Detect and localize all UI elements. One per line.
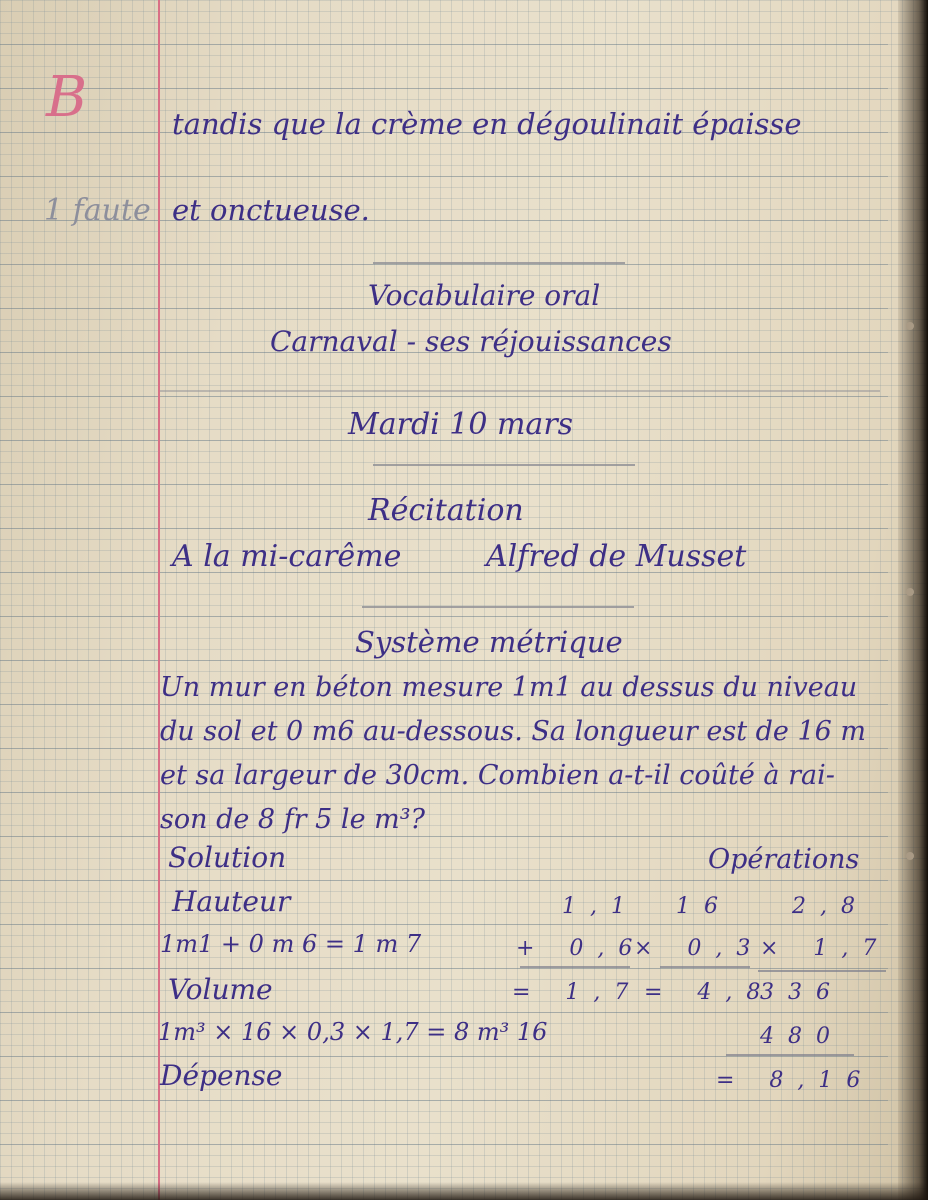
binding-stitch: [906, 322, 914, 330]
op3-partial-1: 336: [760, 980, 844, 1005]
depense-label: Dépense: [160, 1059, 283, 1092]
op3-operand: × 1,7: [760, 936, 891, 961]
section-separator: [362, 606, 634, 608]
op1-result: = 1,7: [512, 980, 643, 1005]
op1-rule: [520, 966, 630, 968]
recitation-title: Récitation: [368, 493, 524, 528]
solution-title: Solution: [168, 841, 287, 874]
problem-line-3: et sa largeur de 30cm. Combien a-t-il coûté à rai-: [160, 760, 835, 791]
poem-title: A la mi-carême: [172, 539, 402, 574]
dictation-line-1: tandis que la crème en dégoulinait épaisse: [172, 107, 802, 141]
volume-calculation: 1m³ × 16 × 0,3 × 1,7 = 8 m³ 16: [158, 1018, 548, 1046]
op2-operand: × 0,3: [634, 936, 765, 961]
problem-line-4: son de 8 fr 5 le m³?: [160, 804, 426, 835]
hauteur-calculation: 1m1 + 0 m 6 = 1 m 7: [160, 930, 422, 958]
volume-label: Volume: [168, 973, 273, 1006]
op2-top: 16: [676, 894, 732, 919]
problem-line-1: Un mur en béton mesure 1m1 au dessus du niveau: [160, 672, 858, 703]
section-separator: [373, 464, 635, 466]
operations-title: Opérations: [708, 844, 860, 875]
hauteur-label: Hauteur: [172, 885, 291, 918]
vocabulary-subject: Carnaval - ses réjouissances: [270, 325, 672, 358]
page-binding-shadow: [898, 0, 928, 1200]
section-separator: [373, 262, 625, 264]
problem-line-2: du sol et 0 m6 au-dessous. Sa longueur est de 16 m: [160, 716, 867, 747]
op2-result: = 4,8: [644, 980, 775, 1005]
grade-mark: B: [46, 65, 88, 130]
section-separator: [160, 390, 880, 392]
page-bottom-shadow: [0, 1182, 928, 1200]
op1-operand: + 0,6: [516, 936, 647, 961]
fault-note: 1 faute: [44, 193, 151, 228]
op3-partial-2: 480: [760, 1024, 844, 1049]
op3-rule: [758, 970, 886, 972]
op1-top: 1,1: [562, 894, 639, 919]
binding-stitch: [906, 852, 914, 860]
dictation-line-2: et onctueuse.: [172, 193, 370, 227]
op3-sum-rule: [726, 1054, 854, 1056]
op2-rule: [660, 966, 750, 968]
problem-title: Système métrique: [355, 625, 623, 659]
binding-stitch: [906, 588, 914, 596]
op3-result: = 8,16: [716, 1068, 875, 1093]
vocabulary-title: Vocabulaire oral: [368, 279, 601, 312]
date-heading: Mardi 10 mars: [348, 407, 574, 442]
poem-author: Alfred de Musset: [486, 539, 747, 574]
op3-top: 2,8: [792, 894, 869, 919]
